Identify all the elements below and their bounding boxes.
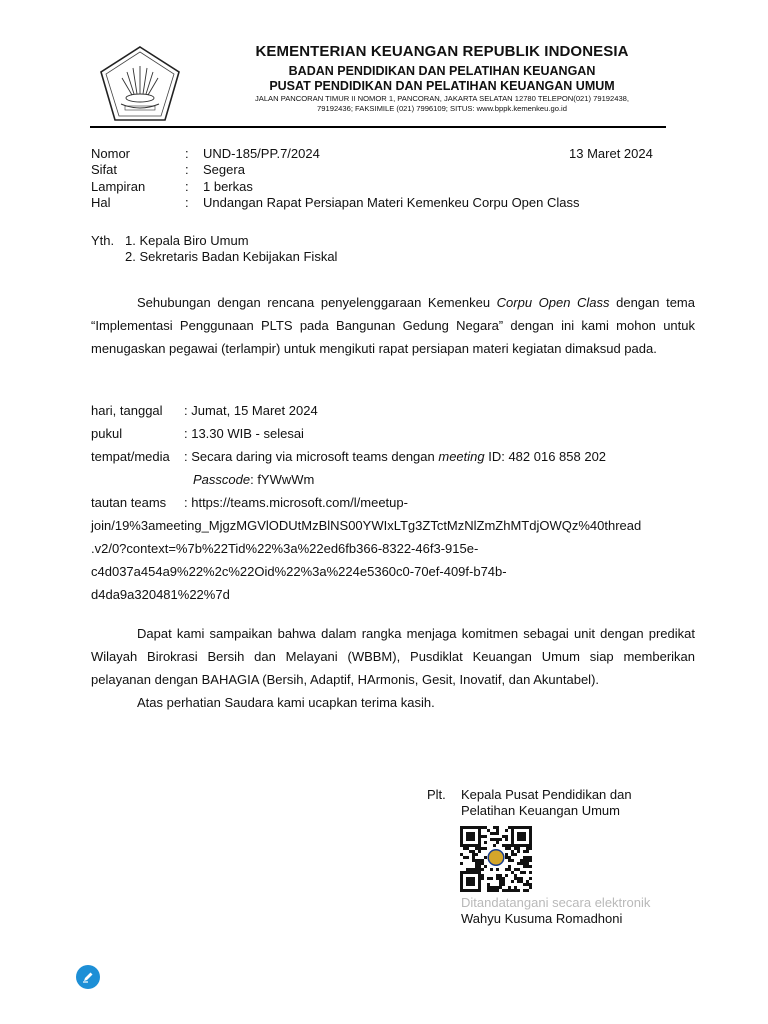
tempat-label: tempat/media bbox=[91, 449, 170, 464]
recipient-1: 1. Kepala Biro Umum bbox=[125, 233, 249, 248]
recipient-2: 2. Sekretaris Badan Kebijakan Fiskal bbox=[125, 249, 338, 264]
pen-icon[interactable] bbox=[76, 965, 100, 989]
tempat-value bbox=[184, 445, 606, 468]
passcode-line bbox=[193, 468, 314, 491]
tautan-label: tautan teams bbox=[91, 495, 167, 510]
letter-date: 13 Maret 2024 bbox=[569, 146, 653, 161]
e-sign-note: Ditandatangani secara elektronik bbox=[461, 895, 651, 910]
tempat-text-a: : Secara daring via microsoft teams dengan bbox=[184, 449, 439, 464]
signer-title-1: Kepala Pusat Pendidikan dan bbox=[461, 787, 632, 802]
tautan-line-2[interactable]: join/19%3ameeting_MjgzMGVlODUtMzBlNS00YWIxLTg3ZTctMzNlZmZhMTdjOWQz%40thread bbox=[91, 518, 642, 533]
address-line-1: JALAN PANCORAN TIMUR II NOMOR 1, PANCORAN, JAKARTA SELATAN 12780 TELEPON(021) 79192438, bbox=[254, 94, 630, 103]
passcode-label: Passcode bbox=[193, 472, 251, 487]
intro-text-a: Sehubungan dengan rencana penyelenggaraan Kemenkeu bbox=[137, 295, 497, 310]
address-line-2: 79192436; FAKSIMILE (021) 7996109; SITUS: www.bppk.kemenkeu.go.id bbox=[317, 104, 567, 113]
sifat-colon: : bbox=[185, 162, 189, 177]
sifat-value: Segera bbox=[203, 162, 245, 177]
tautan-line-1[interactable]: : https://teams.microsoft.com/l/meetup- bbox=[184, 495, 408, 510]
closing-text-2: Atas perhatian Saudara kami ucapkan terima kasih. bbox=[137, 695, 435, 710]
lampiran-label: Lampiran bbox=[91, 179, 146, 194]
sifat-label: Sifat bbox=[91, 162, 118, 177]
intro-italic: Corpu Open Class bbox=[496, 295, 610, 310]
signer-name: Wahyu Kusuma Romadhoni bbox=[461, 911, 623, 926]
nomor-label: Nomor bbox=[91, 146, 131, 161]
signer-title-2: Pelatihan Keuangan Umum bbox=[461, 803, 620, 818]
closing-paragraph bbox=[91, 622, 695, 714]
hal-value: Undangan Rapat Persiapan Materi Kemenkeu Corpu Open Class bbox=[203, 195, 580, 210]
intro-text-b: dengan tema “Implementasi Penggunaan PLTS pada Bangunan Gedung Negara” dengan ini kami mohon untuk menugaskan pegawai (terlampir) untuk mengikuti rapat persiapan materi kegiatan dimaksud pada. bbox=[91, 295, 695, 356]
plt-label: Plt. bbox=[427, 787, 446, 802]
passcode-value: : fYWwWm bbox=[250, 472, 315, 487]
hal-label: Hal bbox=[91, 195, 111, 210]
closing-text-1: Dapat kami sampaikan bahwa dalam rangka menjaga komitmen sebagai unit dengan predikat Wilayah Birokrasi Bersih dan Melayani (WBBM), Pusdiklat Keuangan Umum siap memberikan pelayanan dengan BAHAGIA (Bersih, Adaptif, HArmonis, Gesit, Inovatif, dan Akuntabel). bbox=[91, 626, 695, 687]
yth-label: Yth. bbox=[91, 233, 115, 248]
nomor-colon: : bbox=[185, 146, 189, 161]
intro-paragraph bbox=[91, 291, 695, 360]
tautan-line-4[interactable]: c4d037a454a9%22%2c%22Oid%22%3a%224e5360c0-70ef-409f-b74b- bbox=[91, 564, 507, 579]
hari-value: : Jumat, 15 Maret 2024 bbox=[184, 403, 318, 418]
tautan-line-3[interactable]: .v2/0?context=%7b%22Tid%22%3a%22ed6fb366-8322-46f3-915e- bbox=[91, 541, 479, 556]
lampiran-colon: : bbox=[185, 179, 189, 194]
pukul-label: pukul bbox=[91, 426, 123, 441]
qr-code-icon bbox=[460, 826, 532, 892]
lampiran-value: 1 berkas bbox=[203, 179, 253, 194]
address-block bbox=[190, 94, 694, 114]
hal-colon: : bbox=[185, 195, 189, 210]
nomor-value: UND-185/PP.7/2024 bbox=[203, 146, 320, 161]
header-divider bbox=[90, 126, 666, 128]
pukul-value: : 13.30 WIB - selesai bbox=[184, 426, 304, 441]
hari-label: hari, tanggal bbox=[91, 403, 163, 418]
tempat-text-b: ID: 482 016 858 202 bbox=[484, 449, 607, 464]
ministry-title: KEMENTERIAN KEUANGAN REPUBLIK INDONESIA bbox=[255, 43, 629, 60]
center-title: PUSAT PENDIDIKAN DAN PELATIHAN KEUANGAN UMUM bbox=[269, 79, 615, 93]
tempat-italic: meeting bbox=[438, 449, 485, 464]
tautan-line-5[interactable]: d4da9a320481%22%7d bbox=[91, 587, 230, 602]
agency-title: BADAN PENDIDIKAN DAN PELATIHAN KEUANGAN bbox=[288, 64, 596, 78]
